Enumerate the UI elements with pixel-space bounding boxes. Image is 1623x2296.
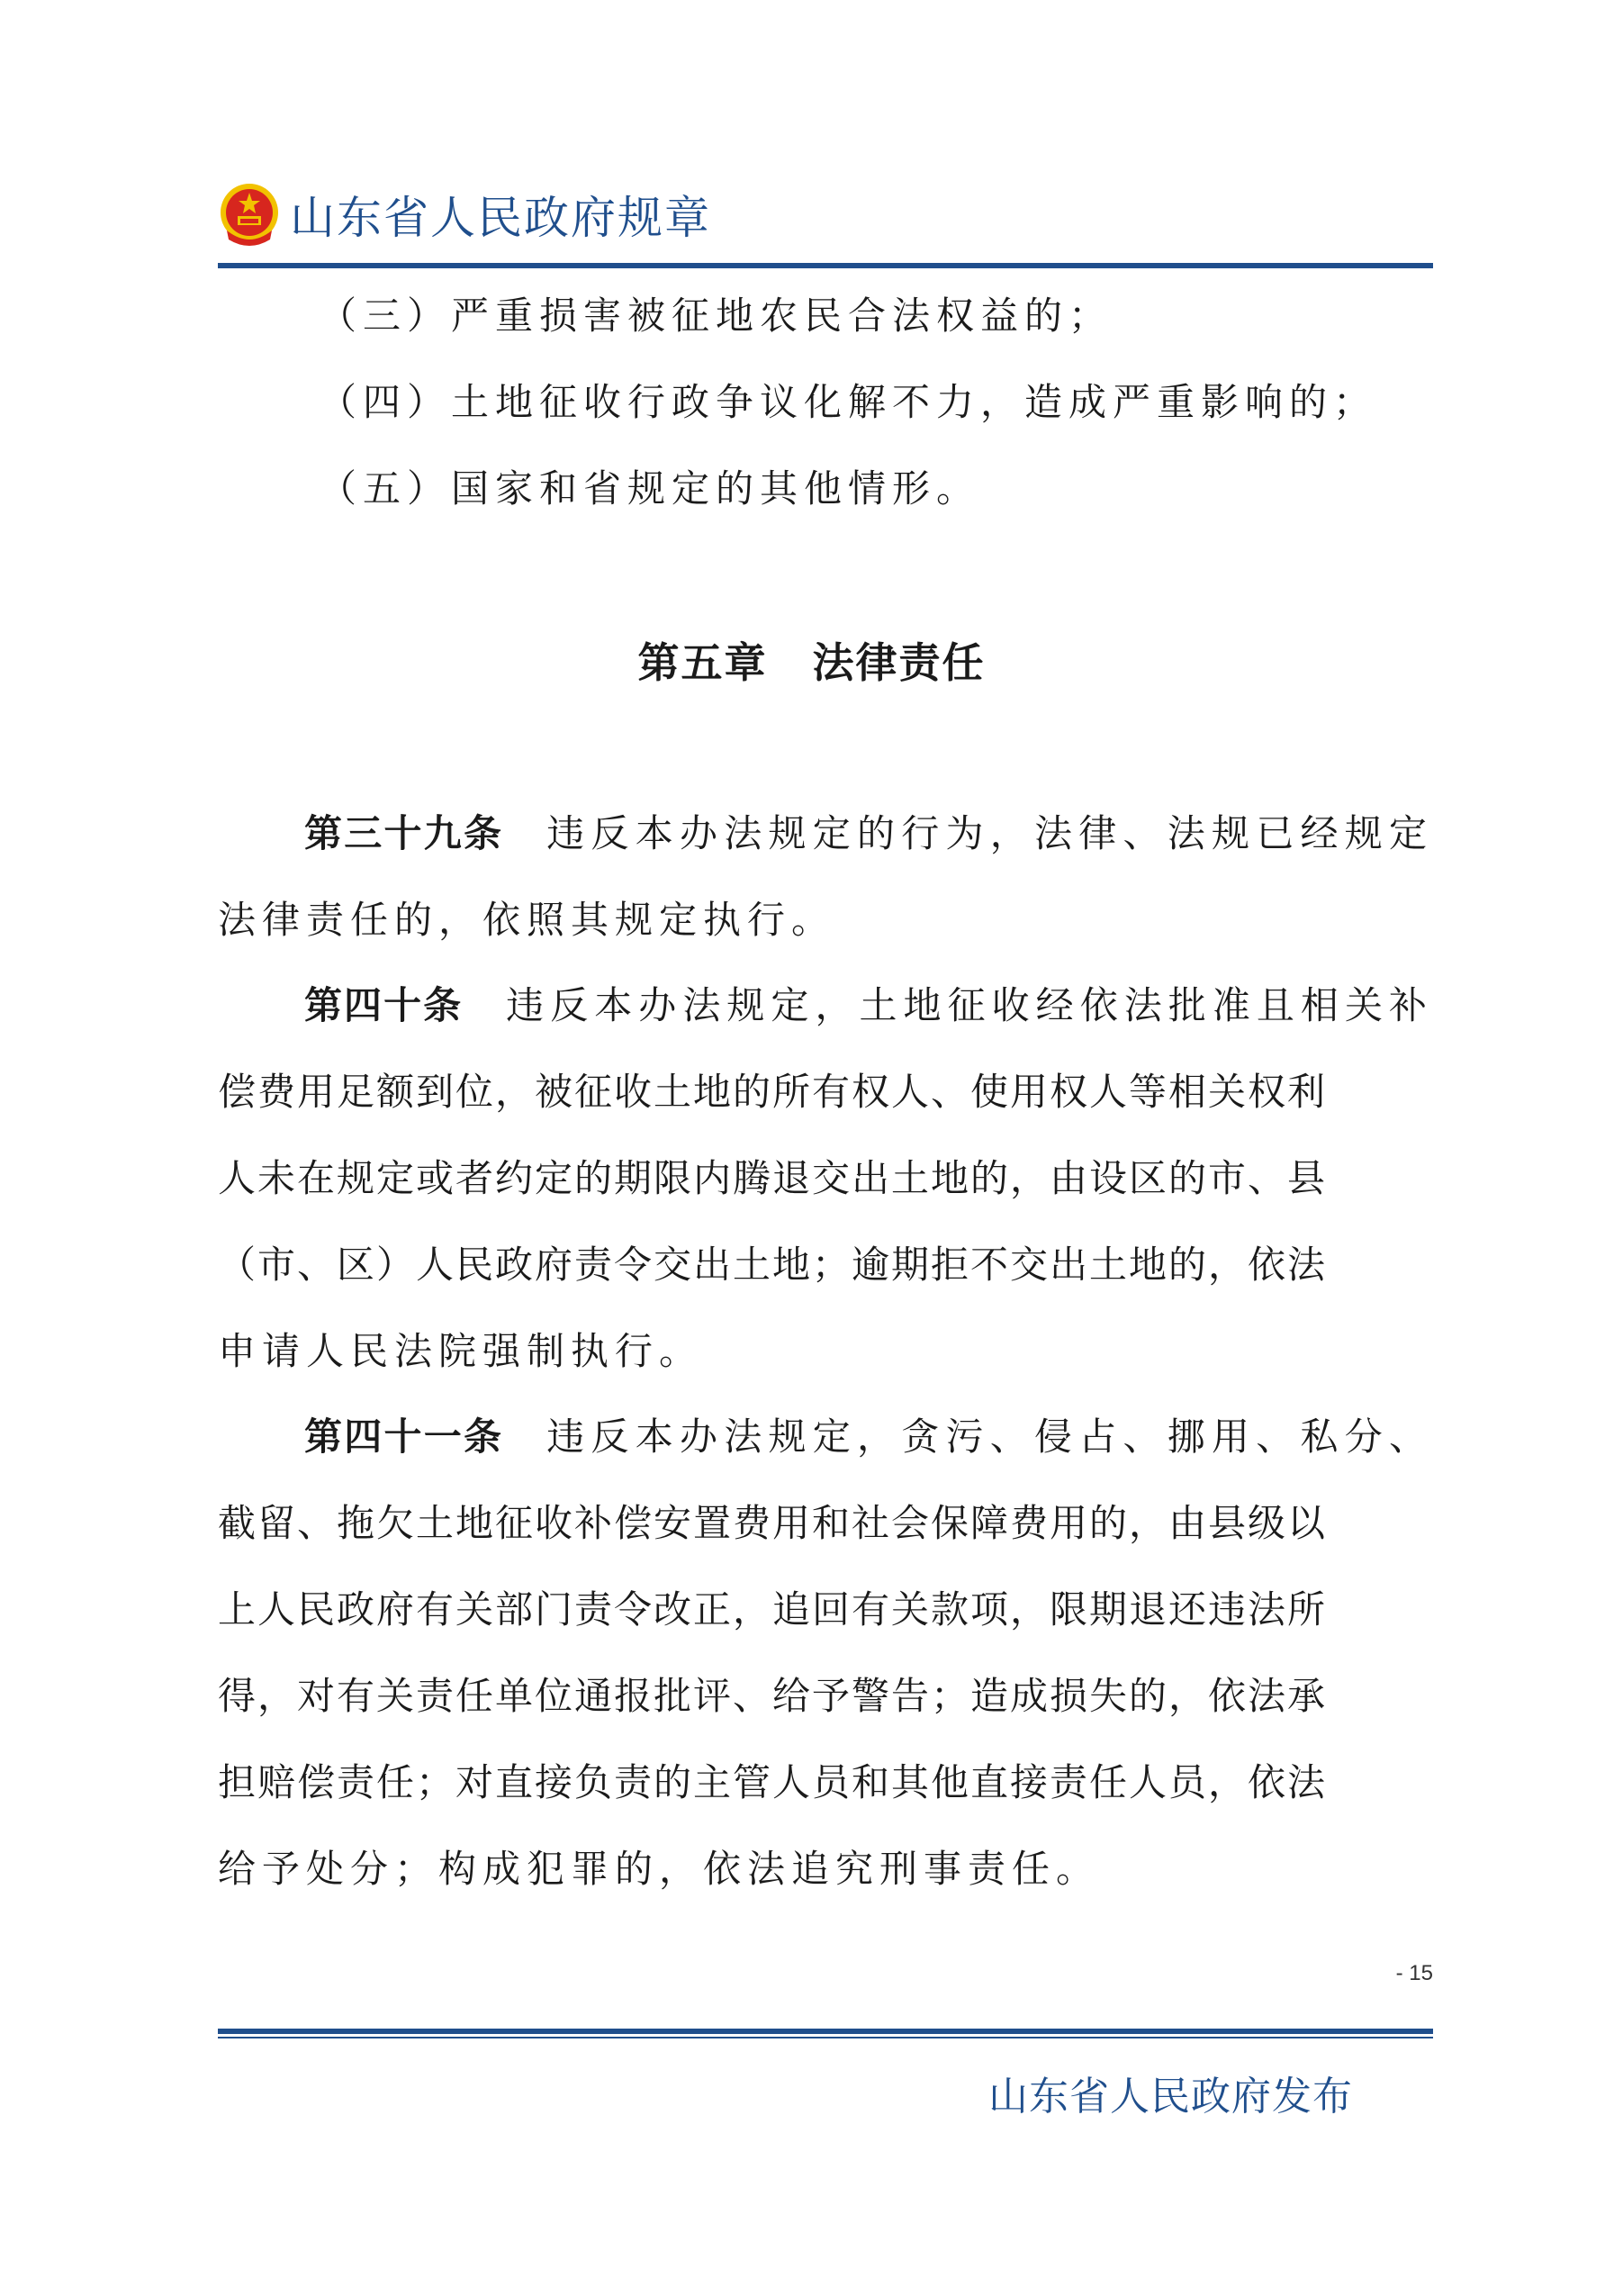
article-text: 法律责任的，依照其规定执行。: [218, 898, 836, 942]
article-text: 违反本办法规定，土地征收经依法批准且相关补: [506, 983, 1433, 1027]
footer-divider-thin: [218, 2037, 1433, 2038]
footer-divider: [218, 2029, 1433, 2034]
article-text: 担赔偿责任；对直接负责的主管人员和其他直接责任人员，依法: [218, 1760, 1328, 1804]
article-text: 截留、拖欠土地征收补偿安置费用和社会保障费用的，由县级以: [218, 1501, 1328, 1545]
article-text: 得，对有关责任单位通报批评、给予警告；造成损失的，依法承: [218, 1674, 1328, 1718]
national-emblem-icon: [218, 180, 281, 249]
article-text: 违反本办法规定，贪污、侵占、挪用、私分、: [546, 1415, 1433, 1459]
list-item: （三）严重损害被征地农民合法权益的；: [319, 294, 1114, 338]
list-item: （五）国家和省规定的其他情形。: [319, 466, 981, 511]
article-heading: 第四十条: [304, 983, 464, 1027]
article-text: 违反本办法规定的行为，法律、法规已经规定: [546, 811, 1433, 855]
article-text: 上人民政府有关部门责令改正，追回有关款项，限期退还违法所: [218, 1587, 1328, 1632]
header-divider: [218, 263, 1433, 268]
article-text: 给予处分；构成犯罪的，依法追究刑事责任。: [218, 1847, 1101, 1891]
article-heading: 第三十九条: [304, 811, 504, 855]
article-text: 申请人民法院强制执行。: [218, 1329, 704, 1373]
header-title: 山东省人民政府规章: [290, 192, 711, 244]
chapter-heading: [0, 630, 1623, 690]
page-number: - 15: [1395, 1961, 1433, 1985]
article-text: （市、区）人民政府责令交出土地；逾期拒不交出土地的，依法: [218, 1243, 1328, 1287]
article-text: 人未在规定或者约定的期限内腾退交出土地的，由设区的市、县: [218, 1156, 1328, 1200]
chapter-title: 法律责任: [812, 638, 986, 687]
chapter-number: 第五章: [637, 638, 768, 687]
footer-publisher: 山东省人民政府发布: [988, 2074, 1353, 2120]
list-item: （四）土地征收行政争议化解不力，造成严重影响的；: [319, 380, 1378, 424]
article-text: 偿费用足额到位，被征收土地的所有权人、使用权人等相关权利: [218, 1070, 1328, 1114]
article-heading: 第四十一条: [304, 1415, 504, 1459]
page-header: [218, 174, 711, 255]
